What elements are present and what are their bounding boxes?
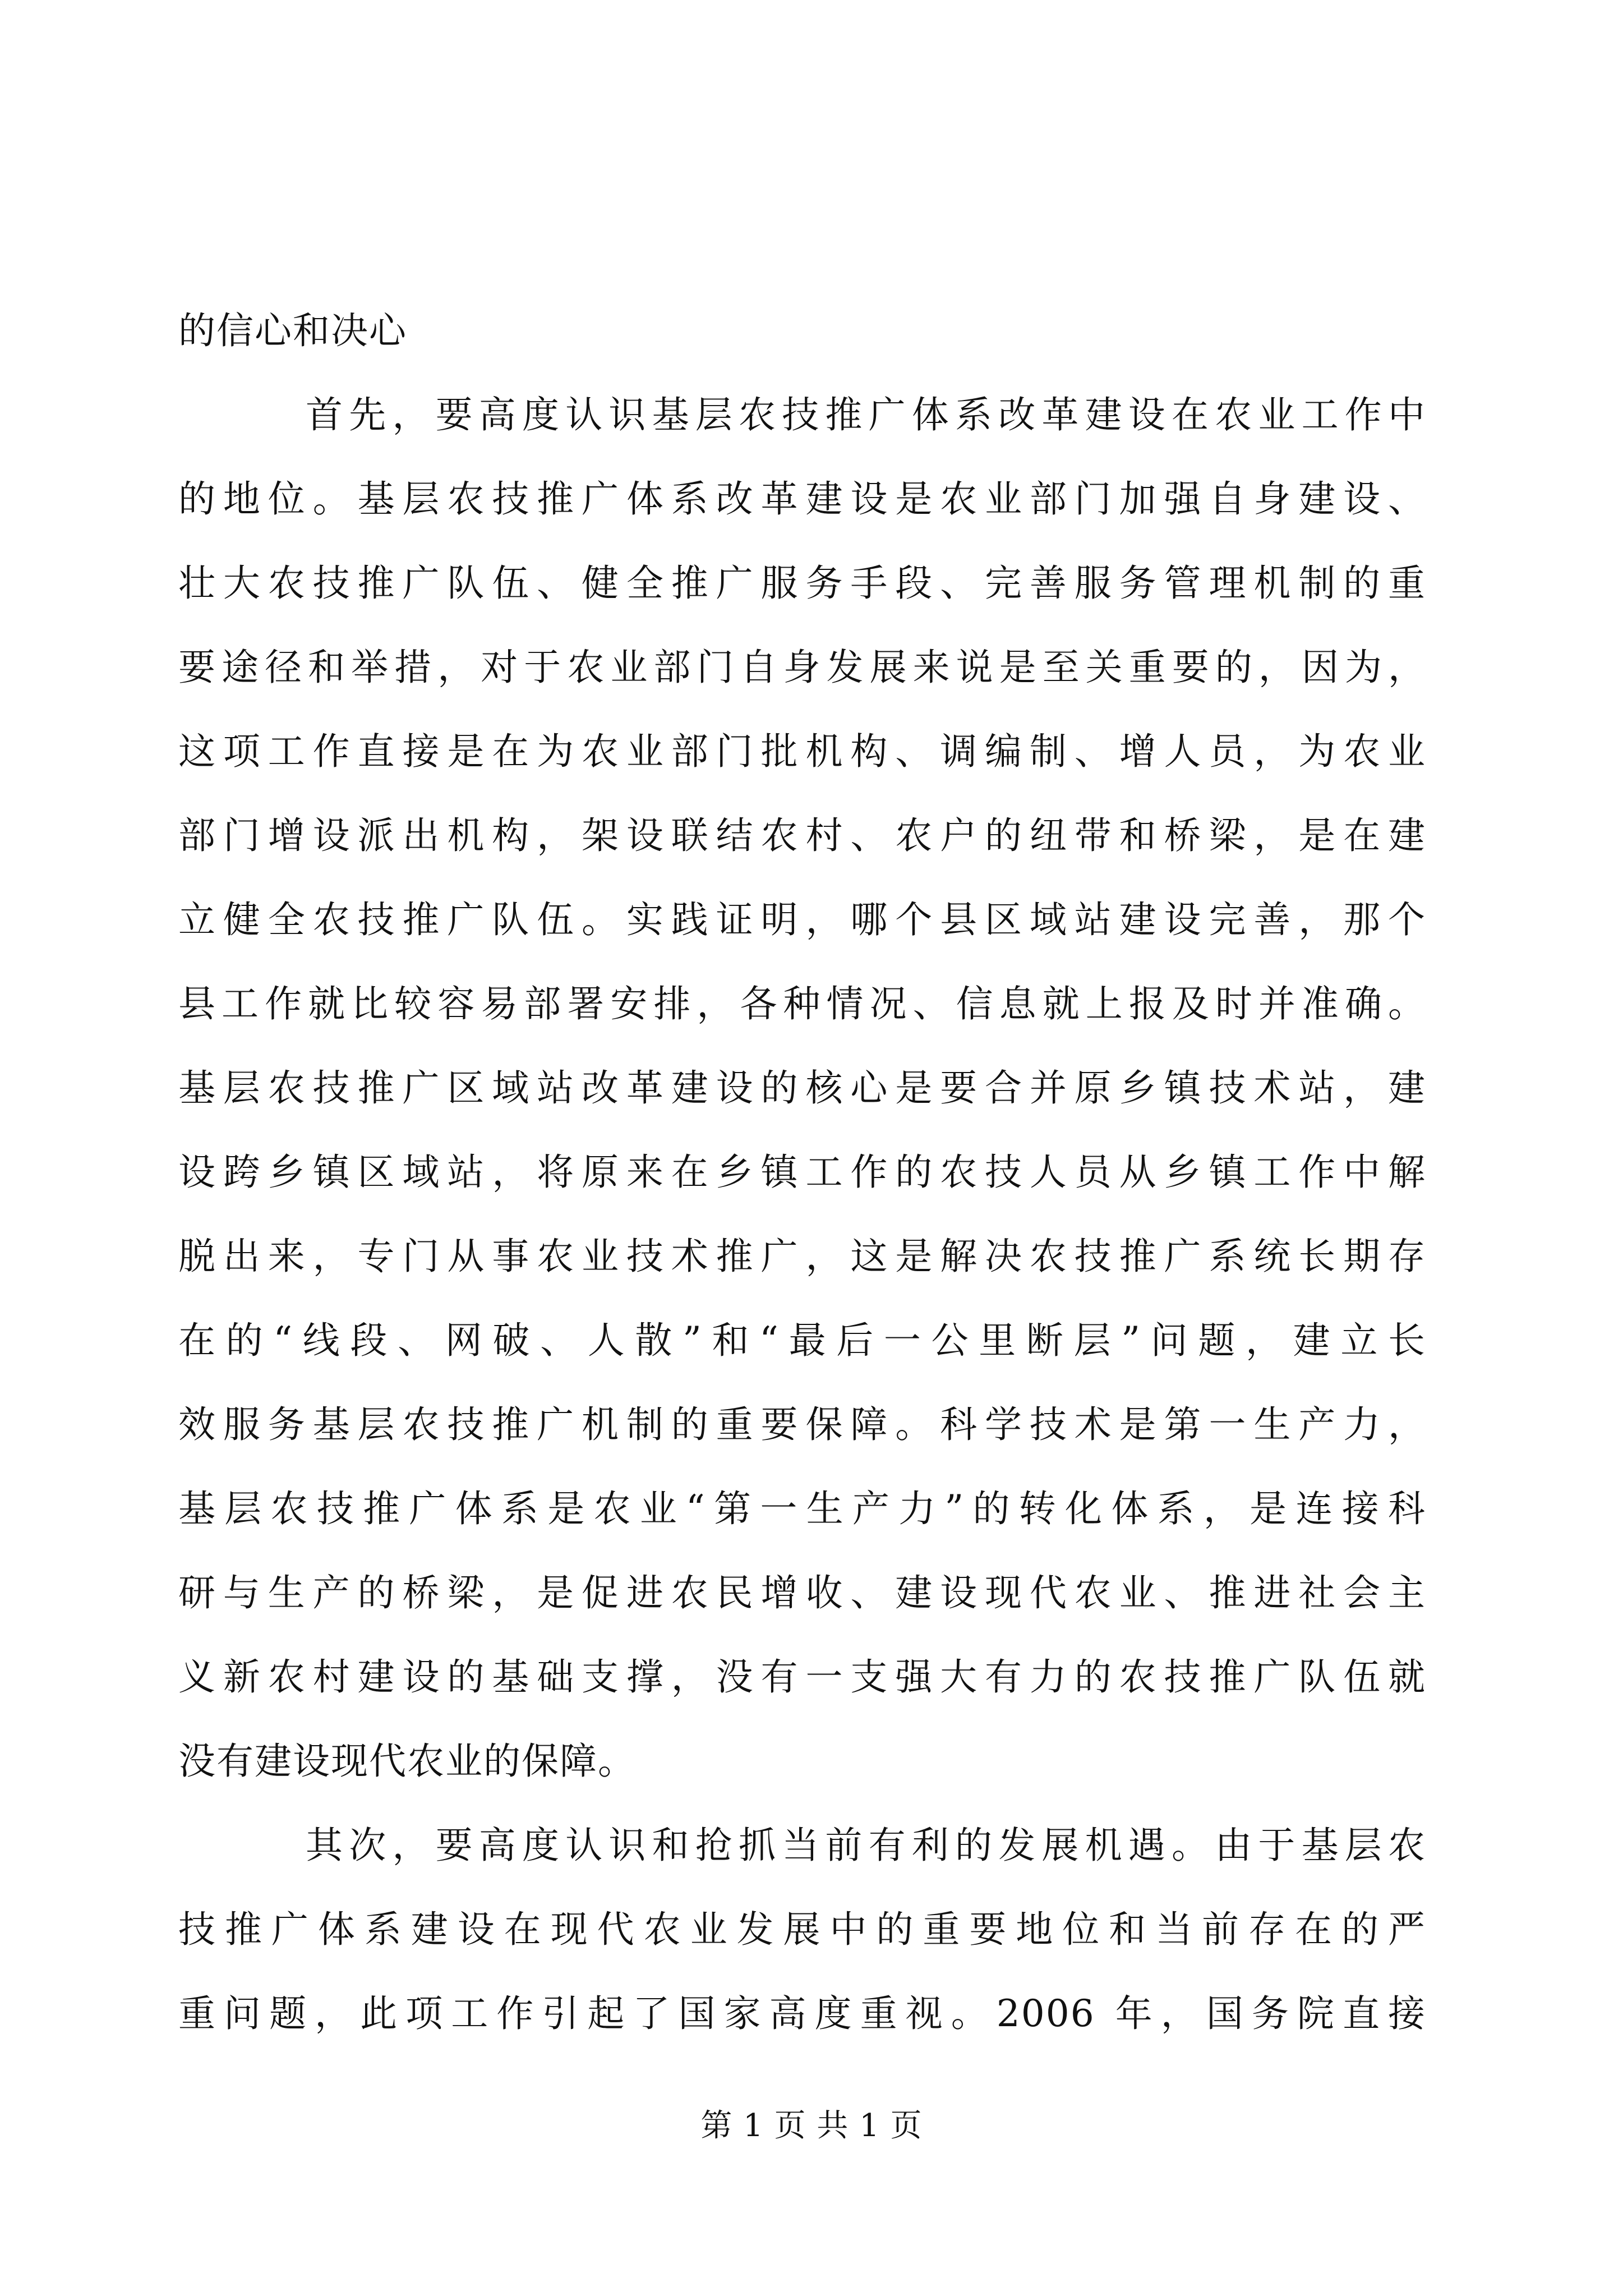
text-line: 的信心和决心	[178, 309, 407, 352]
text-line: 研与生产的桥梁，是促进农民增收、建设现代农业、推进社会主	[178, 1571, 1426, 1614]
text-line: 这项工作直接是在为农业部门批机构、调编制、增人员，为农业	[178, 730, 1426, 773]
text-line: 的地位。基层农技推广体系改革建设是农业部门加强自身建设、	[178, 477, 1426, 521]
text-line: 在的“线段、网破、人散”和“最后一公里断层”问题，建立长	[178, 1319, 1426, 1362]
text-line: 立健全农技推广队伍。实践证明，哪个县区域站建设完善，那个	[178, 898, 1426, 941]
text-line: 县工作就比较容易部署安排，各种情况、信息就上报及时并准确。	[178, 982, 1426, 1025]
text-line: 壮大农技推广队伍、健全推广服务手段、完善服务管理机制的重	[178, 562, 1426, 605]
text-line: 效服务基层农技推广机制的重要保障。科学技术是第一生产力，	[178, 1403, 1426, 1446]
text-line: 技推广体系建设在现代农业发展中的重要地位和当前存在的严	[178, 1908, 1426, 1951]
text-line: 没有建设现代农业的保障。	[178, 1740, 636, 1783]
text-line: 重问题，此项工作引起了国家高度重视。2006 年，国务院直接	[178, 1992, 1426, 2035]
page-footer: 第 1 页 共 1 页	[700, 2108, 923, 2144]
text-line: 要途径和举措，对于农业部门自身发展来说是至关重要的，因为，	[178, 646, 1426, 689]
text-line: 基层农技推广体系是农业“第一生产力”的转化体系，是连接科	[178, 1487, 1426, 1530]
text-line: 脱出来，专门从事农业技术推广，这是解决农技推广系统长期存	[178, 1235, 1426, 1278]
paragraph-first-line: 首先，要高度认识基层农技推广体系改革建设在农业工作中	[306, 393, 1426, 436]
text-line: 部门增设派出机构，架设联结农村、农户的纽带和桥梁，是在建	[178, 814, 1426, 857]
text-line: 设跨乡镇区域站，将原来在乡镇工作的农技人员从乡镇工作中解	[178, 1151, 1426, 1194]
text-line: 基层农技推广区域站改革建设的核心是要合并原乡镇技术站，建	[178, 1066, 1426, 1110]
paragraph-first-line: 其次，要高度认识和抢抓当前有利的发展机遇。由于基层农	[306, 1824, 1426, 1867]
text-line: 义新农村建设的基础支撑，没有一支强大有力的农技推广队伍就	[178, 1655, 1426, 1699]
